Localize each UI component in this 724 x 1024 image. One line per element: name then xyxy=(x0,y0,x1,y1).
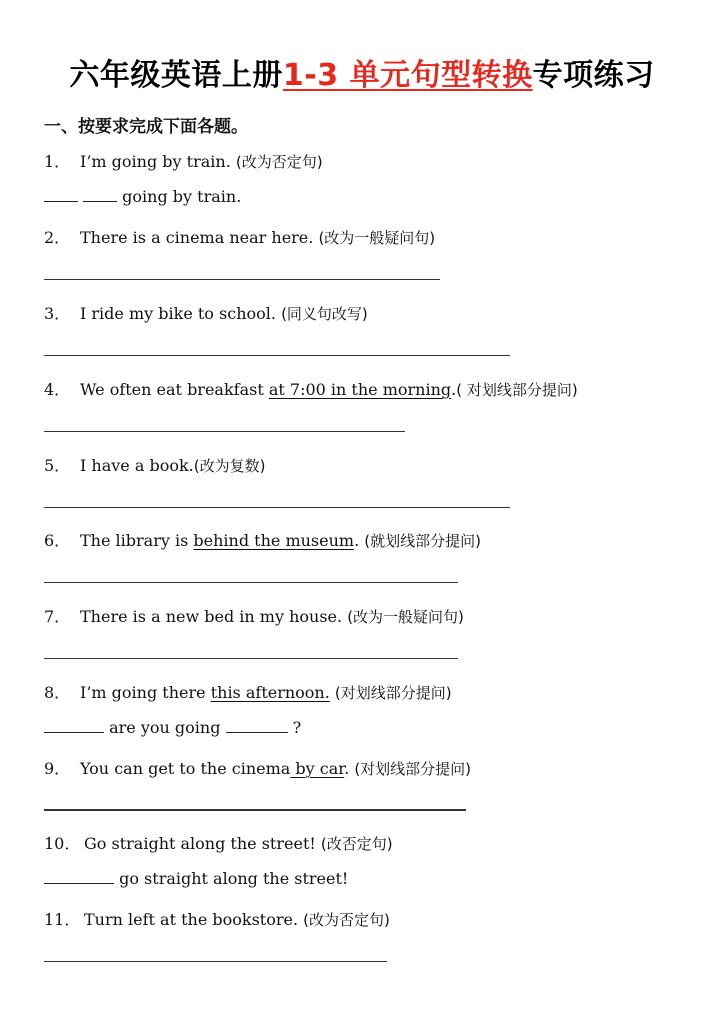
question-9 xyxy=(44,756,471,779)
question-number: 3． xyxy=(44,304,71,323)
answer-line-9[interactable] xyxy=(44,809,466,811)
answer-text: going by train. xyxy=(117,187,242,206)
question-3 xyxy=(44,301,368,324)
question-instruction: (改为复数) xyxy=(193,457,266,475)
question-number: 9． xyxy=(44,759,71,778)
answer-line-3[interactable] xyxy=(44,355,510,356)
answer-text-end: ? xyxy=(287,718,302,737)
question-text: The library is xyxy=(80,531,194,550)
question-text: You can get to the cinema xyxy=(80,759,291,778)
answer-blank[interactable] xyxy=(44,718,104,733)
answer-text: go straight along the street! xyxy=(114,869,349,888)
answer-line-11[interactable] xyxy=(44,961,387,962)
question-number: 10． xyxy=(44,834,81,853)
question-7 xyxy=(44,604,464,627)
question-instruction: (改为否定句) xyxy=(303,911,390,929)
question-text-tail: . xyxy=(451,380,457,399)
question-text: Turn left at the bookstore. xyxy=(84,910,304,929)
title-highlight: 1-3 单元句型转换 xyxy=(282,58,533,93)
underlined-part: behind the museum xyxy=(193,531,355,550)
answer-line-2[interactable] xyxy=(44,279,440,280)
answer-blank[interactable] xyxy=(226,718,288,733)
question-text: We often eat breakfast xyxy=(80,380,269,399)
question-number: 6． xyxy=(44,531,71,550)
underlined-part: this afternoon. xyxy=(210,683,330,702)
question-text: I ride my bike to school. xyxy=(80,304,282,323)
question-instruction: (对划线部分提问) xyxy=(354,760,472,778)
question-instruction: (同义句改写) xyxy=(281,305,368,323)
question-text: I have a book. xyxy=(80,456,194,475)
question-instruction: (对划线部分提问) xyxy=(334,684,452,702)
title-prefix: 六年级英语上册 xyxy=(69,58,283,93)
answer-blank[interactable] xyxy=(44,187,78,202)
question-6 xyxy=(44,528,481,551)
answer-line-7[interactable] xyxy=(44,658,458,659)
answer-line-5[interactable] xyxy=(44,507,510,508)
question-text: Go straight along the street! xyxy=(84,834,321,853)
question-10 xyxy=(44,831,393,854)
answer-line-8 xyxy=(44,718,301,737)
question-text-tail: . xyxy=(354,531,365,550)
question-instruction: (改否定句) xyxy=(320,835,393,853)
section-heading: 一、按要求完成下面各题。 xyxy=(44,117,248,137)
answer-blank[interactable] xyxy=(44,869,114,884)
question-instruction: (改为否定句) xyxy=(235,153,323,171)
question-instruction: ( 对划线部分提问) xyxy=(456,381,578,399)
underlined-part: by car xyxy=(290,759,345,778)
question-5 xyxy=(44,453,265,476)
question-instruction: (改为一般疑问句) xyxy=(318,229,436,247)
question-number: 7． xyxy=(44,607,71,626)
question-number: 1． xyxy=(44,152,71,171)
question-number: 5． xyxy=(44,456,71,475)
worksheet-title xyxy=(0,50,724,94)
question-4 xyxy=(44,377,578,400)
question-8 xyxy=(44,680,452,703)
question-text-tail: . xyxy=(344,759,355,778)
underlined-part: at 7:00 in the morning xyxy=(268,380,452,399)
question-1 xyxy=(44,149,323,172)
question-text: I’m going there xyxy=(80,683,211,702)
title-suffix: 专项练习 xyxy=(532,58,655,93)
question-text: There is a new bed in my house. xyxy=(80,607,348,626)
answer-text: are you going xyxy=(104,718,226,737)
answer-line-6[interactable] xyxy=(44,582,458,583)
question-number: 11． xyxy=(44,910,81,929)
answer-blank[interactable] xyxy=(83,187,117,202)
question-2 xyxy=(44,225,435,248)
question-number: 8． xyxy=(44,683,71,702)
question-11 xyxy=(44,907,390,930)
question-text: I’m going by train. xyxy=(80,152,236,171)
question-number: 4． xyxy=(44,380,71,399)
question-number: 2． xyxy=(44,228,71,247)
answer-line-4[interactable] xyxy=(44,431,405,432)
answer-line-10 xyxy=(44,869,348,888)
question-instruction: (就划线部分提问) xyxy=(364,532,481,550)
question-instruction: (改为一般疑问句) xyxy=(347,608,464,626)
question-text: There is a cinema near here. xyxy=(80,228,319,247)
answer-line-1 xyxy=(44,187,241,206)
